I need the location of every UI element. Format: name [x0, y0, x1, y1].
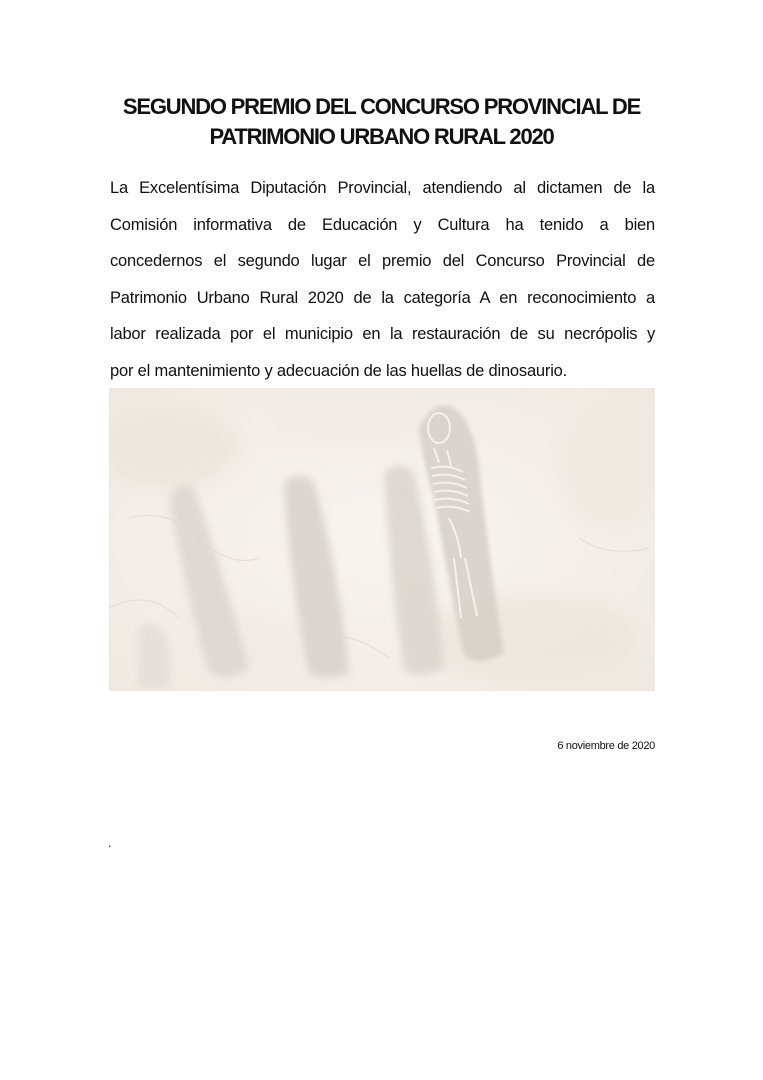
- body-line-1: La Excelentísima Diputación Provincial, atendiendo al dictamen de la: [110, 179, 655, 197]
- body-paragraph: [110, 170, 655, 389]
- body-line-5: labor realizada por el municipio en la restauración de su necrópolis y: [110, 325, 655, 343]
- document-date: 6 noviembre de 2020: [557, 740, 655, 752]
- body-line-6: por el mantenimiento y adecuación de las huellas de dinosaurio.: [110, 361, 568, 380]
- necropolis-photo: [109, 388, 655, 691]
- title-line-2: PATRIMONIO URBANO RURAL 2020: [209, 124, 554, 149]
- document-title: [100, 92, 663, 152]
- trailing-mark: .: [108, 836, 112, 850]
- title-line-1: SEGUNDO PREMIO DEL CONCURSO PROVINCIAL DE: [122, 94, 641, 119]
- body-line-3: concedernos el segundo lugar el premio del Concurso Provincial de: [110, 252, 655, 270]
- necropolis-photo-icon: [109, 388, 655, 691]
- body-line-4: Patrimonio Urbano Rural 2020 de la categoría A en reconocimiento a: [110, 288, 655, 307]
- body-line-2: Comisión informativa de Educación y Cultura ha tenido a bien: [110, 215, 655, 234]
